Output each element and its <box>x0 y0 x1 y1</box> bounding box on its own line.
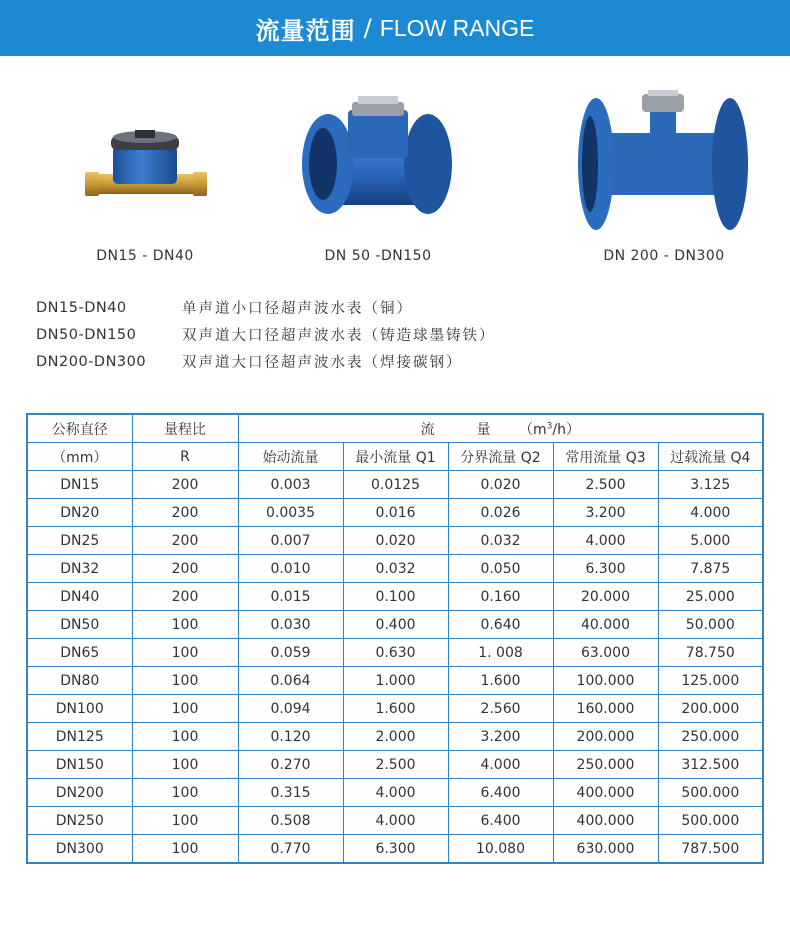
table-row <box>27 527 763 555</box>
table-row <box>27 667 763 695</box>
table-row <box>27 639 763 667</box>
cell-dn: DN25 <box>27 527 132 555</box>
cell-q4: 787.500 <box>658 835 763 864</box>
cell-q3: 200.000 <box>553 723 658 751</box>
banner-separator: / <box>363 14 372 42</box>
cell-q3: 630.000 <box>553 835 658 864</box>
table-body <box>27 471 763 864</box>
table-row <box>27 499 763 527</box>
cell-q2: 3.200 <box>448 723 553 751</box>
cell-q2: 1.600 <box>448 667 553 695</box>
cell-q4: 3.125 <box>658 471 763 499</box>
cell-q2: 0.020 <box>448 471 553 499</box>
cell-q4: 500.000 <box>658 807 763 835</box>
cell-start-flow: 0.508 <box>238 807 343 835</box>
cell-q3: 400.000 <box>553 779 658 807</box>
table-row <box>27 555 763 583</box>
header-range-ratio: 量程比 <box>132 414 238 443</box>
cell-dn: DN200 <box>27 779 132 807</box>
table-row <box>27 471 763 499</box>
header-q3: 常用流量 Q3 <box>553 443 658 471</box>
cell-q3: 4.000 <box>553 527 658 555</box>
cell-q4: 7.875 <box>658 555 763 583</box>
cell-dn: DN40 <box>27 583 132 611</box>
cell-start-flow: 0.120 <box>238 723 343 751</box>
description-code: DN15-DN40 <box>36 299 127 316</box>
cell-q3: 6.300 <box>553 555 658 583</box>
cell-dn: DN250 <box>27 807 132 835</box>
cell-dn: DN300 <box>27 835 132 864</box>
cell-q1: 0.400 <box>343 611 448 639</box>
cell-q2: 6.400 <box>448 807 553 835</box>
cell-q4: 250.000 <box>658 723 763 751</box>
cell-dn: DN50 <box>27 611 132 639</box>
title-banner <box>0 0 790 56</box>
product-caption: DN 200 - DN300 <box>603 248 725 264</box>
cell-start-flow: 0.015 <box>238 583 343 611</box>
description-row <box>36 294 496 321</box>
description-text: 单声道小口径超声波水表（铜） <box>182 301 413 317</box>
cell-dn: DN20 <box>27 499 132 527</box>
cell-q1: 0.0125 <box>343 471 448 499</box>
cell-range-ratio: 100 <box>132 611 238 639</box>
product-small-meter <box>15 88 275 268</box>
cell-q1: 0.630 <box>343 639 448 667</box>
table-row <box>27 723 763 751</box>
product-large-meter <box>534 88 790 268</box>
cell-q3: 160.000 <box>553 695 658 723</box>
flow-range-table <box>26 413 764 864</box>
cell-range-ratio: 200 <box>132 555 238 583</box>
cell-start-flow: 0.770 <box>238 835 343 864</box>
cell-start-flow: 0.315 <box>238 779 343 807</box>
cell-start-flow: 0.059 <box>238 639 343 667</box>
header-nominal-diameter: 公称直径 <box>27 414 132 443</box>
header-flow-unit <box>519 422 580 438</box>
cell-q3: 40.000 <box>553 611 658 639</box>
cell-q4: 50.000 <box>658 611 763 639</box>
cell-range-ratio: 200 <box>132 471 238 499</box>
description-text: 双声道大口径超声波水表（焊接碳钢） <box>182 355 463 371</box>
cell-q2: 0.026 <box>448 499 553 527</box>
table-row <box>27 751 763 779</box>
cell-q3: 20.000 <box>553 583 658 611</box>
large-meter-image <box>534 88 790 248</box>
cell-q1: 0.020 <box>343 527 448 555</box>
table-row <box>27 695 763 723</box>
cell-q1: 1.000 <box>343 667 448 695</box>
cell-q2: 2.560 <box>448 695 553 723</box>
header-nominal-unit: （mm） <box>27 443 132 471</box>
cell-range-ratio: 100 <box>132 779 238 807</box>
banner-title-zh: 流量范围 <box>255 16 356 45</box>
cell-q1: 4.000 <box>343 807 448 835</box>
cell-range-ratio: 100 <box>132 807 238 835</box>
header-start-flow: 始动流量 <box>238 443 343 471</box>
cell-start-flow: 0.003 <box>238 471 343 499</box>
description-code: DN200-DN300 <box>36 353 147 370</box>
description-code: DN50-DN150 <box>36 326 137 343</box>
medium-meter-image <box>248 88 508 248</box>
cell-q4: 200.000 <box>658 695 763 723</box>
cell-q4: 5.000 <box>658 527 763 555</box>
cell-q2: 0.160 <box>448 583 553 611</box>
cell-q1: 6.300 <box>343 835 448 864</box>
cell-dn: DN125 <box>27 723 132 751</box>
cell-range-ratio: 200 <box>132 499 238 527</box>
cell-q2: 0.032 <box>448 527 553 555</box>
cell-start-flow: 0.007 <box>238 527 343 555</box>
cell-q1: 1.600 <box>343 695 448 723</box>
cell-q4: 78.750 <box>658 639 763 667</box>
cell-start-flow: 0.030 <box>238 611 343 639</box>
cell-q2: 10.080 <box>448 835 553 864</box>
cell-q4: 125.000 <box>658 667 763 695</box>
small-meter-image <box>15 88 275 248</box>
cell-q1: 2.500 <box>343 751 448 779</box>
flow-unit-sup: 3 <box>546 420 553 431</box>
product-caption: DN15 - DN40 <box>96 248 194 264</box>
cell-q1: 0.016 <box>343 499 448 527</box>
cell-q3: 100.000 <box>553 667 658 695</box>
cell-q4: 312.500 <box>658 751 763 779</box>
cell-dn: DN80 <box>27 667 132 695</box>
cell-q4: 4.000 <box>658 499 763 527</box>
cell-q3: 250.000 <box>553 751 658 779</box>
cell-q2: 1. 008 <box>448 639 553 667</box>
product-description-list <box>36 294 496 375</box>
table-row <box>27 583 763 611</box>
flow-unit-pre: （m <box>519 421 547 438</box>
cell-range-ratio: 100 <box>132 835 238 864</box>
header-q1: 最小流量 Q1 <box>343 443 448 471</box>
cell-q1: 4.000 <box>343 779 448 807</box>
cell-start-flow: 0.064 <box>238 667 343 695</box>
cell-range-ratio: 100 <box>132 639 238 667</box>
cell-q3: 63.000 <box>553 639 658 667</box>
header-flow-label: 流 量 <box>420 421 491 438</box>
table-row <box>27 611 763 639</box>
product-medium-meter <box>248 88 508 268</box>
cell-start-flow: 0.0035 <box>238 499 343 527</box>
cell-q2: 0.640 <box>448 611 553 639</box>
header-range-symbol: R <box>132 443 238 471</box>
cell-dn: DN32 <box>27 555 132 583</box>
cell-q2: 6.400 <box>448 779 553 807</box>
cell-range-ratio: 200 <box>132 527 238 555</box>
flow-unit-post: /h） <box>552 421 580 438</box>
cell-range-ratio: 200 <box>132 583 238 611</box>
cell-q3: 2.500 <box>553 471 658 499</box>
cell-q2: 4.000 <box>448 751 553 779</box>
description-text: 双声道大口径超声波水表（铸造球墨铸铁） <box>182 328 496 344</box>
cell-dn: DN150 <box>27 751 132 779</box>
table-row <box>27 779 763 807</box>
cell-start-flow: 0.094 <box>238 695 343 723</box>
cell-dn: DN65 <box>27 639 132 667</box>
cell-q3: 400.000 <box>553 807 658 835</box>
cell-q4: 500.000 <box>658 779 763 807</box>
cell-dn: DN15 <box>27 471 132 499</box>
table-header-row <box>27 414 763 443</box>
banner-title-en: FLOW RANGE <box>379 14 535 41</box>
cell-q1: 0.100 <box>343 583 448 611</box>
cell-dn: DN100 <box>27 695 132 723</box>
cell-q3: 3.200 <box>553 499 658 527</box>
header-q4: 过载流量 Q4 <box>658 443 763 471</box>
cell-q1: 2.000 <box>343 723 448 751</box>
cell-range-ratio: 100 <box>132 723 238 751</box>
description-row <box>36 348 496 375</box>
table-row <box>27 835 763 864</box>
table-header-row <box>27 443 763 471</box>
cell-start-flow: 0.270 <box>238 751 343 779</box>
cell-q4: 25.000 <box>658 583 763 611</box>
cell-range-ratio: 100 <box>132 667 238 695</box>
cell-q1: 0.032 <box>343 555 448 583</box>
cell-start-flow: 0.010 <box>238 555 343 583</box>
cell-range-ratio: 100 <box>132 751 238 779</box>
product-caption: DN 50 -DN150 <box>324 248 432 264</box>
header-flow <box>238 414 763 443</box>
cell-q2: 0.050 <box>448 555 553 583</box>
cell-range-ratio: 100 <box>132 695 238 723</box>
description-row <box>36 321 496 348</box>
table-row <box>27 807 763 835</box>
header-q2: 分界流量 Q2 <box>448 443 553 471</box>
